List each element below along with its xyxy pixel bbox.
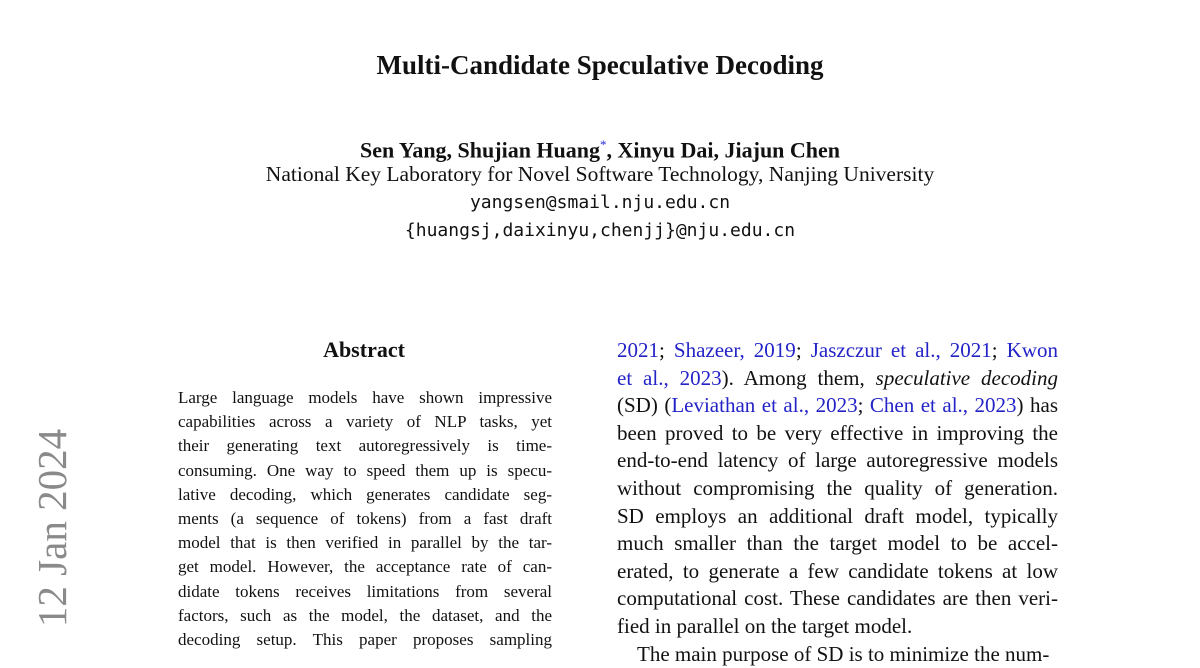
body-line: SD employs an additional draft model, typically	[617, 503, 1058, 528]
body-line	[617, 392, 1058, 420]
authors-rest: , Xinyu Dai, Jiajun Chen	[606, 137, 841, 163]
separator: ;	[991, 338, 1007, 362]
body-line	[617, 365, 1058, 393]
abstract-line: model that is then verified in parallel by the tar-	[178, 533, 552, 553]
abstract-line: lative decoding, which generates candidate seg-	[178, 484, 552, 504]
abstract-body	[178, 386, 552, 652]
body-text: ) has	[1016, 393, 1058, 418]
body-line	[617, 337, 1058, 365]
citation-link[interactable]: 2021	[617, 338, 659, 362]
abstract-heading: Abstract	[323, 337, 405, 362]
citation-link[interactable]: Jaszczur et al., 2021	[810, 338, 992, 362]
abstract-line: consuming. One way to speed them up is specu-	[178, 460, 552, 480]
affiliation: National Key Laboratory for Novel Software Technology, Nanjing University	[265, 162, 935, 186]
body-line-partial: The main purpose of SD is to minimize the num-	[637, 641, 1050, 666]
abstract-line: factors, such as the model, the dataset, and the	[178, 605, 552, 625]
email-address-2: {huangsj,daixinyu,chenjj}@nju.edu.cn	[404, 220, 796, 241]
body-line: fied in parallel on the target model.	[617, 613, 913, 638]
citation-link[interactable]: et al., 2023	[617, 365, 722, 390]
arxiv-date-text: 12 Jan 2024	[29, 428, 75, 627]
abstract-line: ments (a sequence of tokens) from a fast draft	[178, 508, 552, 528]
body-line: been proved to be very effective in improving the	[617, 420, 1058, 445]
citation-link[interactable]: Chen et al., 2023	[869, 393, 1017, 418]
body-text-column	[617, 337, 1058, 668]
body-text: (SD) (	[617, 393, 672, 418]
separator: ;	[857, 393, 870, 418]
body-line: computational cost. These candidates are then veri-	[617, 586, 1058, 611]
body-line: end-to-end latency of large autoregressive models	[617, 448, 1058, 473]
arxiv-date-stamp	[28, 430, 76, 625]
body-text: ). Among them,	[721, 365, 876, 390]
abstract-line: didate tokens receives limitations from several	[178, 581, 552, 601]
citation-link[interactable]: Leviathan et al., 2023	[671, 393, 858, 418]
email-address-1: yangsen@smail.nju.edu.cn	[469, 192, 731, 213]
abstract-line: decoding setup. This paper proposes sampling	[178, 629, 552, 649]
separator: ;	[795, 338, 811, 362]
paper-title: Multi-Candidate Speculative Decoding	[376, 50, 824, 80]
abstract-line: their generating text autoregressively is time-	[178, 436, 552, 456]
abstract-line: Large language models have shown impressive	[178, 388, 552, 407]
abstract-line: capabilities across a variety of NLP tasks, yet	[178, 412, 552, 432]
emphasized-term: speculative decoding	[875, 365, 1059, 390]
authors-main: Sen Yang, Shujian Huang	[359, 137, 601, 163]
citation-link[interactable]: Kwon	[1006, 338, 1059, 362]
body-line: without compromising the quality of generation.	[617, 475, 1058, 500]
separator: ;	[659, 338, 674, 362]
citation-link[interactable]: Shazeer, 2019	[673, 338, 796, 362]
abstract-line: get model. However, the acceptance rate of can-	[178, 557, 552, 577]
corresponding-author-marker: *	[600, 137, 607, 152]
body-line: much smaller than the target model to be accel-	[617, 531, 1058, 556]
body-line: erated, to generate a few candidate tokens at low	[617, 558, 1058, 583]
